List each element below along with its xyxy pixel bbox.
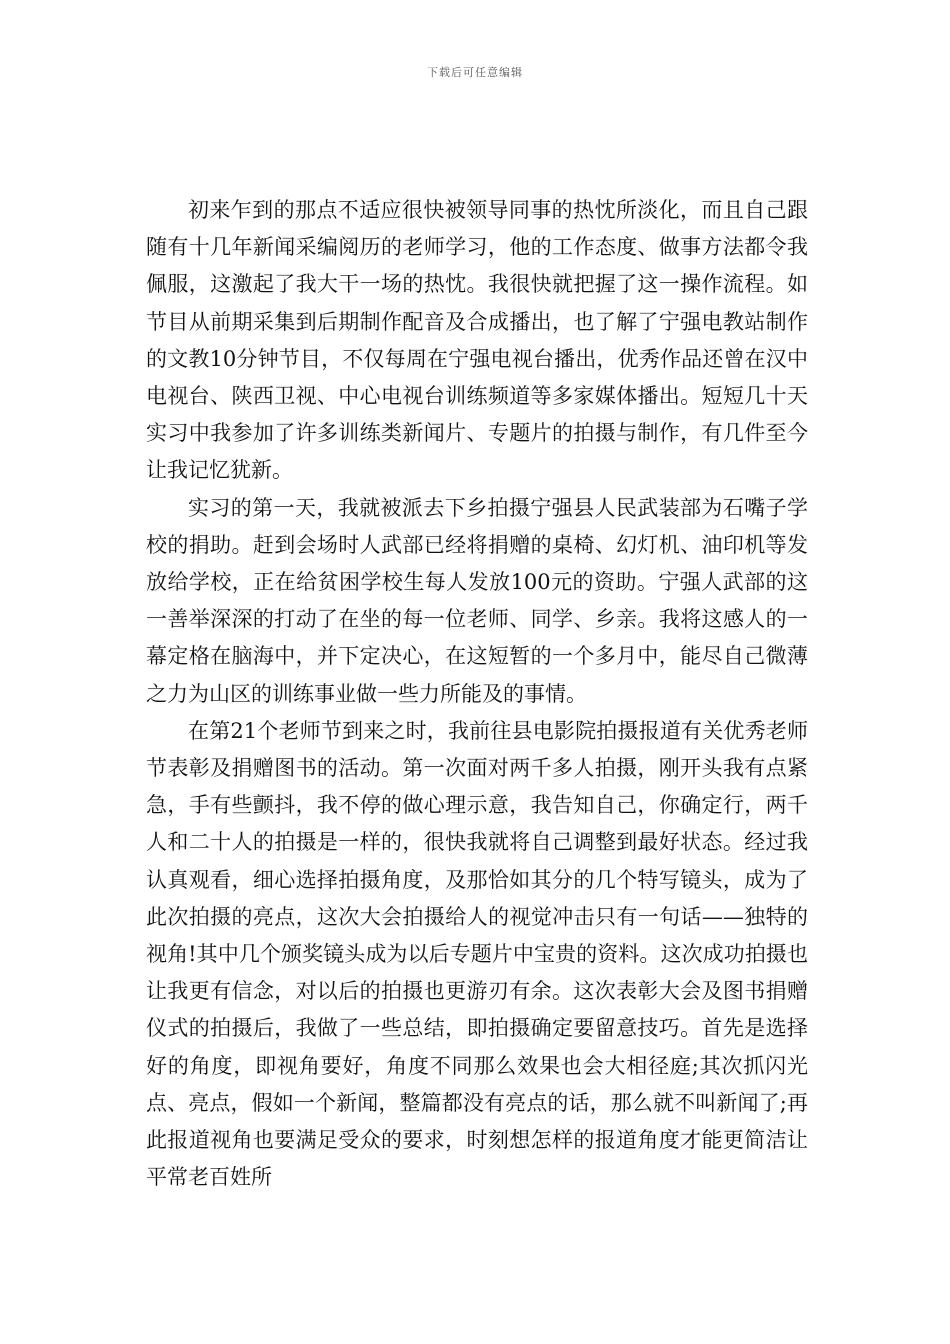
paragraph-2: 实习的第一天，我就被派去下乡拍摄宁强县人民武装部为石嘴子学校的捐助。赶到会场时人武部已经将捐赠的桌椅、幻灯机、油印机等发放给学校，正在给贫困学校生每人发放100元的资助。宁强人武部的这一善举深深的打动了在坐的每一位老师、同学、乡亲。我将这感人的一幕定格在脑海中，并下定决心，在这短暂的一个多月中，能尽自己微薄之力为山区的训练事业做一些力所能及的事情。: [146, 495, 808, 706]
page-header: 下载后可任意编辑: [427, 66, 523, 79]
paragraph-1: 初来乍到的那点不适应很快被领导同事的热忱所淡化，而且自己跟随有十几年新闻采编阅历的老师学习，他的工作态度、做事方法都令我佩服，这激起了我大干一场的热忱。我很快就把握了这一操作流程。如节目从前期采集到后期制作配音及合成播出，也了解了宁强电教站制作的文教10分钟节目，不仅每周在宁强电视台播出，优秀作品还曾在汉中电视台、陕西卫视、中心电视台训练频道等多家媒体播出。短短几十天实习中我参加了许多训练类新闻片、专题片的拍摄与制作，有几件至今让我记忆犹新。: [146, 198, 808, 483]
paragraph-3: 在第21个老师节到来之时，我前往县电影院拍摄报道有关优秀老师节表彰及捐赠图书的活动。第一次面对两千多人拍摄，刚开头我有点紧急，手有些颤抖，我不停的做心理示意，我告知自己，你确定行，两千人和二十人的拍摄是一样的，很快我就将自己调整到最好状态。经过我认真观看，细心选择拍摄角度，及那恰如其分的几个特写镜头，成为了此次拍摄的亮点，这次大会拍摄给人的视觉冲击只有一句话——独特的视角!其中几个颁奖镜头成为以后专题片中宝贵的资料。这次成功拍摄也让我更有信念，对以后的拍摄也更游刃有余。这次表彰大会及图书捐赠仪式的拍摄后，我做了一些总结，即拍摄确定要留意技巧。首先是选择好的角度，即视角要好，角度不同那么效果也会大相径庭;其次抓闪光点、亮点，假如一个新闻，整篇都没有亮点的话，那么就不叫新闻了;再此报道视角也要满足受众的要求，时刻想怎样的报道角度才能更简洁让平常老百姓所: [146, 718, 808, 1190]
document-body: [146, 192, 808, 1196]
